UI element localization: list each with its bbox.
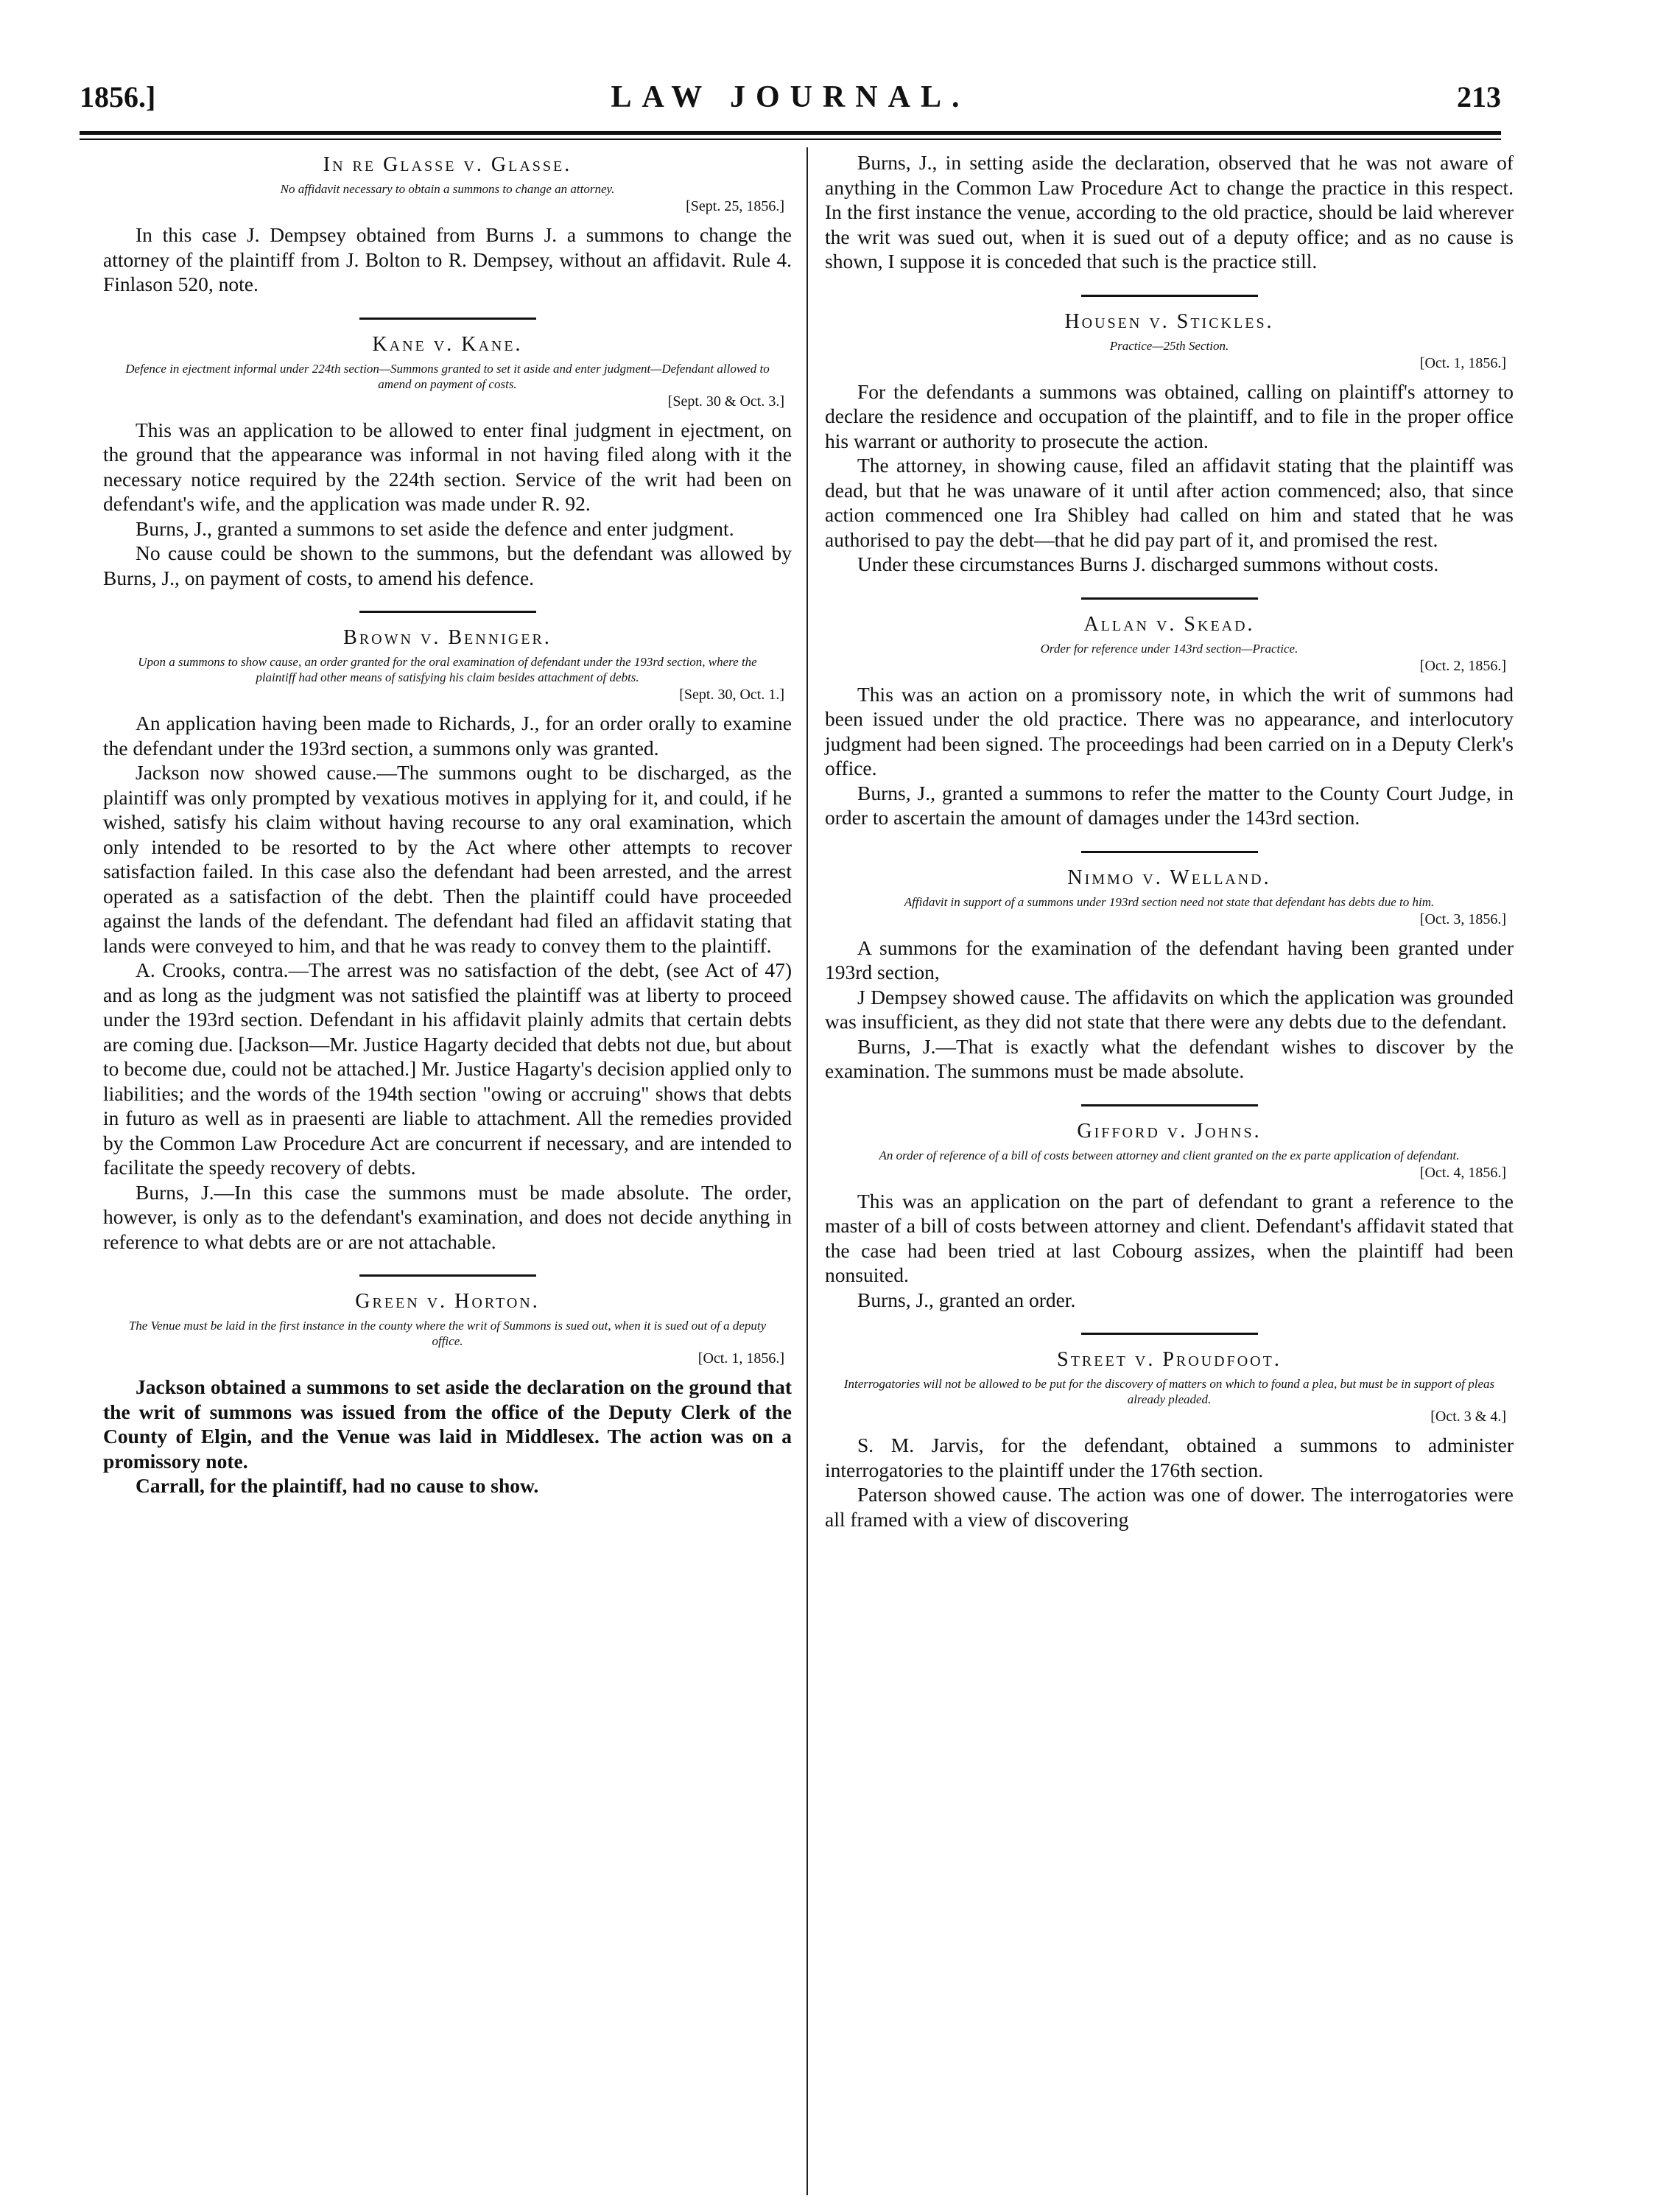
case-title: Gifford v. Johns.	[1077, 1119, 1262, 1143]
case-paragraph: For the defendants a summons was obtained, calling on plaintiff's attorney to declare the residence and occupation of the plaintiff, and to file in the proper office his warrant or authority to prosecute the action.	[825, 379, 1514, 452]
case-report	[103, 1290, 792, 1498]
case-report	[825, 310, 1514, 577]
case-title: Allan v. Skead.	[1083, 612, 1255, 636]
case-date: [Sept. 25, 1856.]	[686, 198, 784, 214]
header-rule	[80, 131, 1501, 135]
case-date: [Oct. 3 & 4.]	[1430, 1409, 1506, 1425]
case-headnote: The Venue must be laid in the first instance in the county where the writ of Summons is sued out, when it is sued out of a deputy office.	[128, 1319, 767, 1348]
case-headnote: An order of reference of a bill of costs between attorney and client granted on the ex parte application of defendant.	[879, 1148, 1460, 1162]
case-date: [Oct. 4, 1856.]	[1419, 1164, 1506, 1181]
case-report	[103, 153, 792, 297]
case-date: [Oct. 1, 1856.]	[1419, 354, 1506, 371]
case-headnote: Defence in ejectment informal under 224th section—Summons granted to set it aside and enter judgment—Defendant allowed to amend on payment of costs.	[125, 361, 770, 391]
case-paragraph: Burns, J.—In this case the summons must be made absolute. The order, however, is only as to the defendant's examination, and does not decide anything in reference to what debts are or are not attachable.	[103, 1180, 792, 1253]
case-paragraph: This was an application on the part of defendant to grant a reference to the master of a bill of costs between attorney and client. Defendant's affidavit stated that the case had been tried at last Cobourg assizes, when the plaintiff had been nonsuited.	[825, 1189, 1514, 1286]
column-divider	[806, 147, 808, 2195]
case-report	[103, 333, 792, 591]
case-title: Green v. Horton.	[355, 1290, 540, 1313]
case-headnote: Affidavit in support of a summons under 193rd section need not state that defendant has debts due to him.	[904, 894, 1435, 909]
case-report	[825, 866, 1514, 1084]
case-paragraph: Burns, J., granted an order.	[857, 1288, 1076, 1311]
header-year: 1856.]	[80, 80, 156, 113]
case-paragraph: A summons for the examination of the defendant having been granted under 193rd section,	[825, 936, 1514, 983]
case-paragraph: An application having been made to Richards, J., for an order orally to examine the defendant under the 193rd section, a summons only was granted.	[103, 712, 792, 760]
case-paragraph: Paterson showed cause. The action was one of dower. The interrogatories were all framed with a view of discovering	[825, 1483, 1514, 1531]
case-paragraph: The attorney, in showing cause, filed an affidavit stating that the plaintiff was dead, but that he was unaware of it until after action commenced; also, that since action commenced one Ira Shibley had called on him and stated that he was authorised to pay the debt—that he did pay part of it, and promised the rest.	[825, 454, 1514, 551]
journal-title: LAW JOURNAL.	[611, 80, 970, 114]
case-separator	[1081, 295, 1258, 297]
case-separator	[1081, 1333, 1258, 1335]
left-column	[103, 150, 792, 1519]
case-report	[103, 626, 792, 1254]
case-headnote: Order for reference under 143rd section—Practice.	[1040, 641, 1298, 656]
case-date: [Oct. 2, 1856.]	[1419, 657, 1506, 674]
case-title: Brown v. Benniger.	[343, 626, 552, 649]
case-paragraph: Carrall, for the plaintiff, had no cause to show.	[136, 1474, 539, 1497]
case-paragraph: J Dempsey showed cause. The affidavits on which the application was grounded was insufficient, as they did not state that there were any debts due to the defendant.	[825, 985, 1514, 1033]
case-paragraph: Burns, J.—That is exactly what the defendant wishes to discover by the examination. The summons must be made absolute.	[825, 1034, 1514, 1082]
case-report	[825, 1120, 1514, 1313]
case-separator	[359, 1274, 536, 1277]
case-headnote: Upon a summons to show cause, an order granted for the oral examination of defendant under the 193rd section, where the plaintiff had other means of satisfying his claim besides attachment of debts.	[138, 655, 757, 684]
case-report	[825, 1348, 1514, 1532]
case-date: [Oct. 3, 1856.]	[1419, 911, 1506, 927]
case-title: Nimmo v. Welland.	[1067, 866, 1271, 889]
case-separator	[1081, 597, 1258, 600]
case-title: Kane v. Kane.	[372, 332, 523, 356]
case-headnote: Practice—25th Section.	[1109, 338, 1229, 353]
case-headnote: No affidavit necessary to obtain a summons to change an attorney.	[280, 182, 615, 196]
case-date: [Oct. 1, 1856.]	[697, 1350, 784, 1367]
case-paragraph: S. M. Jarvis, for the defendant, obtained a summons to administer interrogatories to the plaintiff under the 176th section.	[825, 1434, 1514, 1481]
case-title: Street v. Proudfoot.	[1057, 1348, 1282, 1371]
case-paragraph: This was an action on a promissory note, in which the writ of summons had been issued under the old practice. There was no appearance, and interlocutory judgment had been signed. The proceedings had been carried on in a Deputy Clerk's office.	[825, 682, 1514, 779]
case-separator	[1081, 1104, 1258, 1106]
case-paragraph: Burns, J., granted a summons to refer the matter to the County Court Judge, in order to ascertain the amount of damages under the 143rd section.	[825, 781, 1514, 829]
right-column	[825, 150, 1514, 1552]
case-paragraph: Burns, J., in setting aside the declaration, observed that he was not aware of anything in the Common Law Procedure Act to change the practice in this respect. In the first instance the venue, according to the old practice, should be laid wherever the writ was sued out, when it is sued out of a deputy office; and as no cause is shown, I suppose it is conceded that such is the practice still.	[825, 151, 1514, 273]
case-headnote: Interrogatories will not be allowed to be put for the discovery of matters on which to found a plea, but must be in support of pleas already pleaded.	[843, 1377, 1495, 1406]
case-separator	[359, 318, 536, 320]
case-paragraph: A. Crooks, contra.—The arrest was no satisfaction of the debt, (see Act of 47) and as long as the judgment was not satisfied the plaintiff was at liberty to proceed under the 193rd section. Defendant in his affidavit plainly admits that certain debts are coming due. [Jackson—Mr. Justice Hagarty decided that debts not due, but about to become due, could not be attached.] Mr. Justice Hagarty's decision applied only to liabilities; and the words of the 194th section "owing or accruing" shows that debts in futuro as well as in praesenti are liable to attachment. All the remedies provided by the Common Law Procedure Act are concurrent if necessary, and are intended to facilitate the speedy recovery of debts.	[103, 958, 792, 1179]
case-title: Housen v. Stickles.	[1064, 309, 1274, 333]
case-title: In re Glasse v. Glasse.	[323, 153, 572, 176]
case-paragraph: Jackson now showed cause.—The summons ought to be discharged, as the plaintiff was only prompted by vexatious motives in applying for it, and could, if he wished, satisfy his claim without having recourse to any oral examination, which only intended to be resorted to by the Act where other attempts to recover satisfaction failed. In this case also the defendant had been arrested, and the arrest operated as a satisfaction of the debt. Then the plaintiff could have proceeded against the lands of the defendant. The defendant had filed an affidavit stating that lands were conveyed to him, and that he was ready to convey them to the plaintiff.	[103, 761, 792, 957]
case-paragraph: This was an application to be allowed to enter final judgment in ejectment, on the ground that the appearance was informal in not having filed along with it the necessary notice required by the 224th section. Service of the writ had been on defendant's wife, and the application was made under R. 92.	[103, 418, 792, 515]
case-date: [Sept. 30, Oct. 1.]	[679, 687, 784, 703]
page-header	[80, 80, 1501, 124]
case-paragraph: No cause could be shown to the summons, but the defendant was allowed by Burns, J., on payment of costs, to amend his defence.	[103, 541, 792, 589]
case-date: [Sept. 30 & Oct. 3.]	[667, 393, 784, 410]
header-rule-thin	[80, 138, 1501, 140]
case-separator	[1081, 851, 1258, 853]
case-paragraph: Burns, J., granted a summons to set aside the defence and enter judgment.	[136, 516, 734, 540]
case-paragraph: Jackson obtained a summons to set aside the declaration on the ground that the writ of summons was issued from the office of the Deputy Clerk of the County of Elgin, and the Venue was laid in Middlesex. The action was on a promissory note.	[103, 1375, 792, 1473]
case-report	[825, 613, 1514, 830]
page-number: 213	[1457, 80, 1501, 113]
case-paragraph: In this case J. Dempsey obtained from Burns J. a summons to change the attorney of the plaintiff from J. Bolton to R. Dempsey, without an affidavit. Rule 4. Finlason 520, note.	[103, 223, 792, 295]
case-paragraph: Under these circumstances Burns J. discharged summons without costs.	[857, 552, 1439, 575]
case-separator	[359, 611, 536, 613]
case-report	[825, 150, 1514, 274]
